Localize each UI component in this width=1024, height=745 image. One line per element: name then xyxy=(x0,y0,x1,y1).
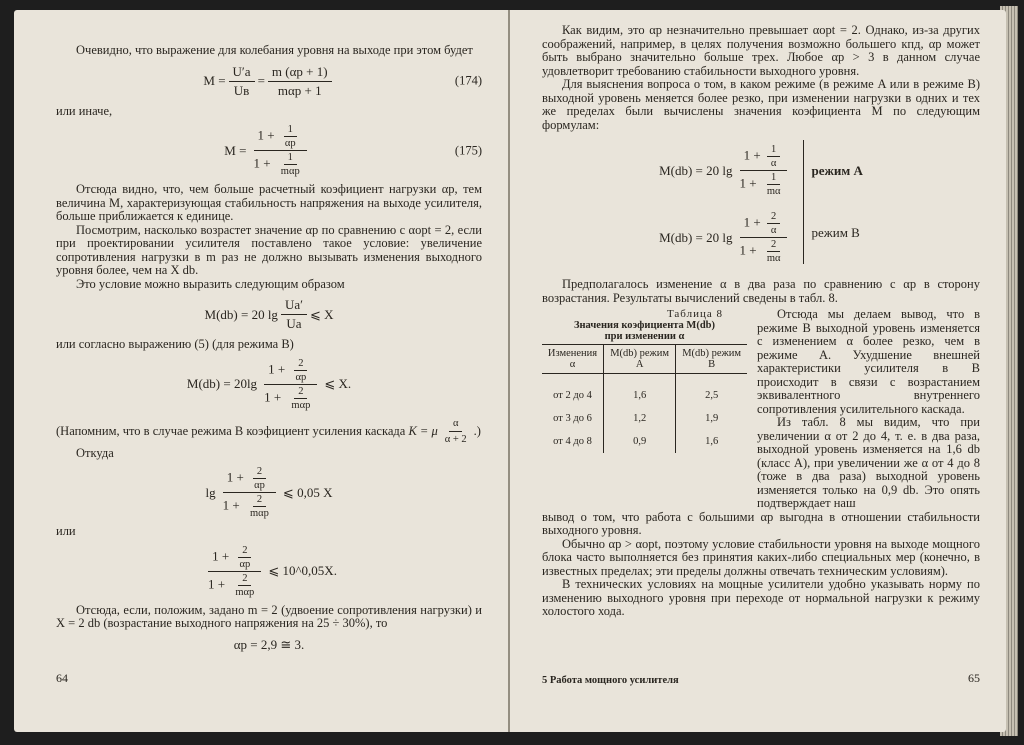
frac-num: 2 xyxy=(294,386,307,399)
term: 1 + xyxy=(264,388,282,404)
term: 1 + xyxy=(268,360,286,376)
eq-lhs: M(db) = 20 lg xyxy=(659,229,733,245)
paragraph: Для выяснения вопроса о том, в каком режиме (в режиме A или в режиме B) выходной уровень меняется более резко, при изменении нагрузки в одних и тех же пределах были вычислены значения коэфициента M по следующим формулам: xyxy=(542,77,980,132)
formula-stack xyxy=(659,140,803,264)
term: 1 + xyxy=(739,175,757,191)
table-cell: от 2 до 4 xyxy=(553,390,592,401)
mode-a-label: режим A xyxy=(811,163,863,178)
frac-den: mα xyxy=(766,253,781,264)
equation-number: (174) xyxy=(454,73,482,88)
frac-den: mαp xyxy=(235,586,255,598)
paragraph: или согласно выражению (5) (для режима B) xyxy=(56,337,294,351)
frac-den: mαp xyxy=(280,166,300,177)
note-formula: K = μ xyxy=(408,423,438,438)
eq-rhs: ⩽ 10^0,05X. xyxy=(268,563,337,578)
paragraph: Откуда xyxy=(76,445,114,460)
frac-num: U′a xyxy=(229,64,255,82)
frac-den: αp xyxy=(284,138,296,149)
eq-lhs: M(db) = 20 lg xyxy=(204,306,278,322)
table-cell: 0,9 xyxy=(604,430,676,453)
paragraph: Это условие можно выразить следующим образом xyxy=(76,276,345,291)
equation-175 xyxy=(56,124,482,177)
table-cell: 1,2 xyxy=(604,407,676,430)
paragraph: Предполагалось изменение α в два раза по сравнению с αp в сторону возрастания. Результаты вычислений сведены в табл. 8. xyxy=(542,277,980,305)
frac-num: 1 xyxy=(767,172,780,185)
side-text xyxy=(757,308,980,511)
paragraph: Как видим, это αp незначительно превышает αopt = 2. Однако, из-за других соображений, например, в целях получения возможно большего кпд, αp может быть выбрано значительно больше трех. Любое αp > 3 в данном случае удовлетворит требованию стабильности выходного уровня. xyxy=(542,23,980,78)
frac-num: 2 xyxy=(767,239,780,252)
eq-rhs: ⩽ 0,05 X xyxy=(282,484,333,500)
equation-power xyxy=(56,545,482,598)
frac-num: 2 xyxy=(767,211,780,224)
paragraph: Из табл. 8 мы видим, что при увеличении α от 2 до 4, т. е. в два раза, выходной уровень изменяется на 1,6 db (класс A), при увеличении же α от 4 до 8 (тоже в два раза) выходной уровень изменяется только на 0,9 db. Это опять подтверждает наш xyxy=(757,415,980,510)
term: 1 + xyxy=(743,147,761,163)
frac-den: α xyxy=(770,225,777,236)
table-row xyxy=(542,430,747,453)
table-cell: 1,9 xyxy=(676,407,747,430)
paragraph: В технических условиях на мощные усилители удобно указывать норму по изменению выходного уровня при переходе от нормальной нагрузки к режиму холостого хода. xyxy=(542,577,980,618)
table-row xyxy=(542,407,747,430)
eq-rhs: ⩽ X. xyxy=(324,376,352,391)
frac-den: mα xyxy=(766,186,781,197)
table-subtitle: при изменении α xyxy=(604,331,685,342)
mode-b-label: режим B xyxy=(811,225,860,240)
frac-den: α + 2 xyxy=(444,434,467,445)
eq-lhs: M = xyxy=(224,142,247,158)
frac-num: 2 xyxy=(238,545,251,558)
paragraph: Отсюда, если, положим, задано m = 2 (удвоение сопротивления нагрузки) и X = 2 db (возрастание выходного напряжения на 25 ÷ 30%), то xyxy=(56,602,482,630)
column-header: M(db) режим B xyxy=(676,345,747,374)
frac-den: Uв xyxy=(233,82,250,98)
page-number: 64 xyxy=(56,671,68,685)
paragraph: вывод о том, что работа с большими αp выгодна в отношении стабильности выходного уровня. xyxy=(542,509,980,537)
term: 1 + xyxy=(739,242,757,258)
note-text: (Напомним, что в случае режима B коэфициент усиления каскада xyxy=(56,423,406,438)
formula-block xyxy=(542,140,980,264)
eq-lhs: M = xyxy=(203,73,226,88)
term: 1 + xyxy=(743,214,761,230)
frac-num: 2 xyxy=(238,573,251,586)
table-cell: от 4 до 8 xyxy=(553,436,592,447)
table-cell: 2,5 xyxy=(676,374,747,408)
frac-num: 2 xyxy=(253,466,266,479)
frac-num: Ua′ xyxy=(281,297,307,315)
formula-mode-b xyxy=(659,211,794,264)
column-header: M(db) режим A xyxy=(604,345,676,374)
frac-den: αp xyxy=(254,480,265,491)
frac-den: mαp + 1 xyxy=(277,82,322,98)
eq-rhs: ⩽ X xyxy=(309,306,334,322)
paragraph: Отсюда видно, что, чем больше расчетный коэфициент нагрузки αp, тем величина M, характеризующая стабильность напряжения на выходе усилителя, больше приближается к единице. xyxy=(56,182,482,223)
right-page xyxy=(510,10,1006,732)
eq-sign: = xyxy=(257,73,265,88)
paragraph-note xyxy=(56,417,482,447)
frac-den: αp xyxy=(295,371,307,383)
paragraph: или иначе, xyxy=(56,103,113,118)
data-table xyxy=(542,344,747,453)
equation-lg xyxy=(56,466,482,519)
frac-num: 1 xyxy=(284,152,297,165)
formula-mode-a xyxy=(659,144,794,197)
frac-den: Ua xyxy=(286,316,302,331)
paragraph: или xyxy=(56,524,76,538)
running-footer: 5 Работа мощного усилителя xyxy=(542,675,679,686)
frac-num: 1 xyxy=(767,144,780,157)
paragraph: Посмотрим, насколько возрастет значение αp по сравнению с αopt = 2, если при проектировании усилителя поставлено такое условие: увеличение сопротивления нагрузки в m раз не должно вызывать изменения выходного уровня более, чем на X db. xyxy=(56,222,482,277)
paragraph: Очевидно, что выражение для колебания уровня на выходе при этом будет xyxy=(76,43,473,57)
note-end: .) xyxy=(473,423,481,438)
equation-result xyxy=(56,637,482,653)
frac-num: 2 xyxy=(253,494,266,507)
term: 1 + xyxy=(208,575,226,591)
table-cell: 1,6 xyxy=(604,374,676,408)
table-row xyxy=(542,374,747,408)
term: 1 + xyxy=(226,469,244,485)
term: 1 + xyxy=(222,497,240,513)
table-and-text xyxy=(542,308,980,511)
eq-lhs: lg xyxy=(205,484,216,500)
frac-den: α xyxy=(770,158,777,169)
frac-den: mαp xyxy=(250,508,269,519)
table-8 xyxy=(542,308,747,511)
frac-den: mαp xyxy=(291,399,311,411)
term: 1 + xyxy=(253,155,271,171)
term: 1 + xyxy=(212,547,230,563)
equation-174 xyxy=(56,64,482,99)
table-cell: 1,6 xyxy=(676,430,747,453)
column-header: Изменения α xyxy=(542,345,604,374)
table-caption: Таблица 8 xyxy=(666,308,723,320)
table-cell: от 3 до 6 xyxy=(553,413,592,424)
frac-num: α xyxy=(449,417,463,433)
eq-lhs: M(db) = 20lg xyxy=(186,376,258,391)
frac-num: 1 xyxy=(284,124,297,137)
equation-mode-b xyxy=(56,358,482,411)
left-page xyxy=(14,10,508,732)
frac-num: m (αp + 1) xyxy=(268,64,332,82)
frac-den: αp xyxy=(239,558,251,570)
paragraph: Обычно αp > αopt, поэтому условие стабильности уровня на выходе мощного блока часто выполняется без принятия каких-либо специальных мер (конечно, в известных пределах; эти пределы должны отвечать техническим условиям). xyxy=(542,536,980,578)
eq-lhs: M(db) = 20 lg xyxy=(659,162,733,178)
equation-number: (175) xyxy=(454,143,482,157)
frac-num: 2 xyxy=(294,358,307,371)
eq-result: αp = 2,9 ≅ 3. xyxy=(233,636,305,652)
mode-labels xyxy=(804,140,863,264)
equation-mdb xyxy=(56,297,482,332)
term: 1 + xyxy=(257,127,275,143)
paragraph: Отсюда мы делаем вывод, что в режиме B выходной уровень изменяется с изменением α более резко, чем в режиме A. Ухудшение внешней характеристики усилителя в B происходит в связи с возрастанием эквивалентного внутреннего сопротивления усилительного каскада. xyxy=(757,307,980,416)
page-number: 65 xyxy=(968,671,980,685)
table-title: Значения коэфициента M(db) xyxy=(573,320,716,331)
